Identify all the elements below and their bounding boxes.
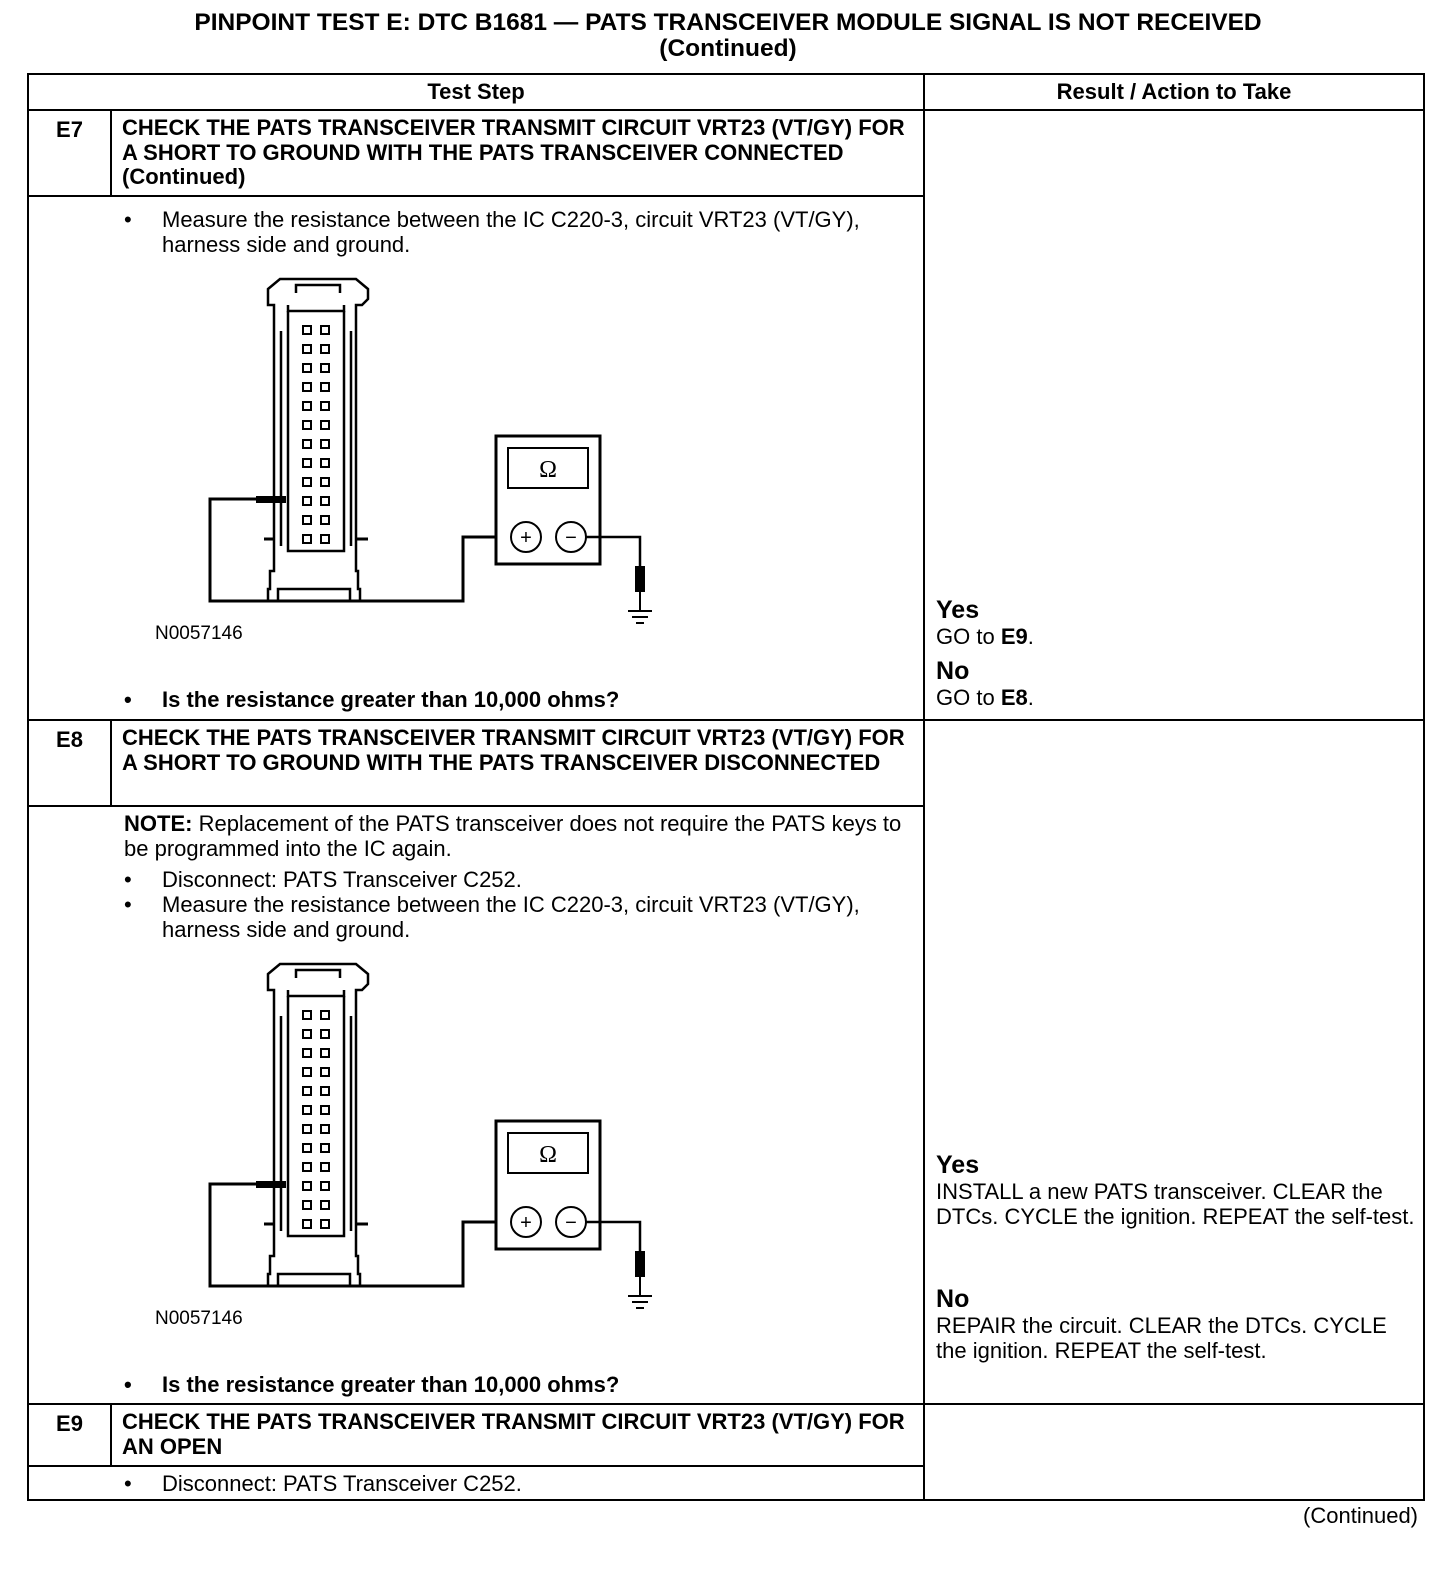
result-cell-e8 <box>924 720 1424 1404</box>
result-cell-e9 <box>924 1404 1424 1500</box>
step-title-e7: CHECK THE PATS TRANSCEIVER TRANSMIT CIRCUIT VRT23 (VT/GY) FOR A SHORT TO GROUND WITH THE PATS TRANSCEIVER CONNECTED (Continued) <box>111 110 924 196</box>
page-title: PINPOINT TEST E: DTC B1681 — PATS TRANSCEIVER MODULE SIGNAL IS NOT RECEIVED <box>194 9 1262 36</box>
pinpoint-test-table <box>27 73 1425 1501</box>
ground-symbol <box>628 592 652 623</box>
e7-no-action: GO to E8. <box>936 685 1034 710</box>
page-subtitle: (Continued) <box>659 35 797 62</box>
negative-terminal: − <box>565 527 577 549</box>
e7-yes-label: Yes <box>936 596 980 624</box>
figure-id-e8: N0057146 <box>155 1308 243 1329</box>
e7-bullet-1: • Measure the resistance between the IC C220-3, circuit VRT23 (VT/GY), harness side and ground. <box>124 207 860 257</box>
e7-figure <box>118 271 678 663</box>
step-title-e8: CHECK THE PATS TRANSCEIVER TRANSMIT CIRCUIT VRT23 (VT/GY) FOR A SHORT TO GROUND WITH THE PATS TRANSCEIVER DISCONNECTED <box>111 720 924 806</box>
ohm-symbol: Ω <box>539 1142 557 1168</box>
multimeter-connector-diagram <box>118 956 678 1316</box>
e8-note: NOTE: Replacement of the PATS transceiver does not require the PATS keys to be programmed into the IC again. <box>124 811 902 861</box>
e8-no-action: REPAIR the circuit. CLEAR the DTCs. CYCLE the ignition. REPEAT the self-test. <box>936 1313 1387 1363</box>
connector-pins <box>303 326 329 543</box>
step-id-e9: E9 <box>28 1404 111 1466</box>
multimeter-connector-diagram <box>118 271 678 631</box>
header-test-step: Test Step <box>28 74 924 110</box>
step-title-e9: CHECK THE PATS TRANSCEIVER TRANSMIT CIRCUIT VRT23 (VT/GY) FOR AN OPEN <box>111 1404 924 1466</box>
e8-no-label: No <box>936 1285 970 1313</box>
e7-question: • Is the resistance greater than 10,000 ohms? <box>124 687 620 712</box>
ground-symbol <box>628 1277 652 1308</box>
figure-id-e7: N0057146 <box>155 623 243 644</box>
result-cell-e7 <box>924 110 1424 720</box>
probe-tip <box>256 1181 286 1188</box>
step-body-e8 <box>28 806 924 1404</box>
e8-figure <box>118 956 678 1348</box>
header-result: Result / Action to Take <box>924 74 1424 110</box>
positive-terminal: + <box>520 1212 532 1234</box>
negative-terminal: − <box>565 1212 577 1234</box>
e8-yes-label: Yes <box>936 1151 980 1179</box>
ohm-symbol: Ω <box>539 457 557 483</box>
step-body-e7 <box>28 196 924 720</box>
step-id-e8: E8 <box>28 720 111 806</box>
step-id-e7: E7 <box>28 110 111 196</box>
e8-yes-action: INSTALL a new PATS transceiver. CLEAR the DTCs. CYCLE the ignition. REPEAT the self-test. <box>936 1179 1415 1229</box>
e7-no-label: No <box>936 657 970 685</box>
e8-question: • Is the resistance greater than 10,000 ohms? <box>124 1372 620 1397</box>
continued-footer: (Continued) <box>1303 1503 1418 1528</box>
probe-tip <box>256 496 286 503</box>
connector-pins <box>303 1011 329 1228</box>
positive-terminal: + <box>520 527 532 549</box>
e9-bullet-1: • Disconnect: PATS Transceiver C252. <box>124 1471 522 1496</box>
e8-bullet-1: • Disconnect: PATS Transceiver C252. <box>124 867 522 892</box>
e7-yes-action: GO to E9. <box>936 624 1034 649</box>
step-body-e9 <box>28 1466 924 1500</box>
e8-bullet-2: • Measure the resistance between the IC C220-3, circuit VRT23 (VT/GY), harness side and ground. <box>124 892 860 942</box>
